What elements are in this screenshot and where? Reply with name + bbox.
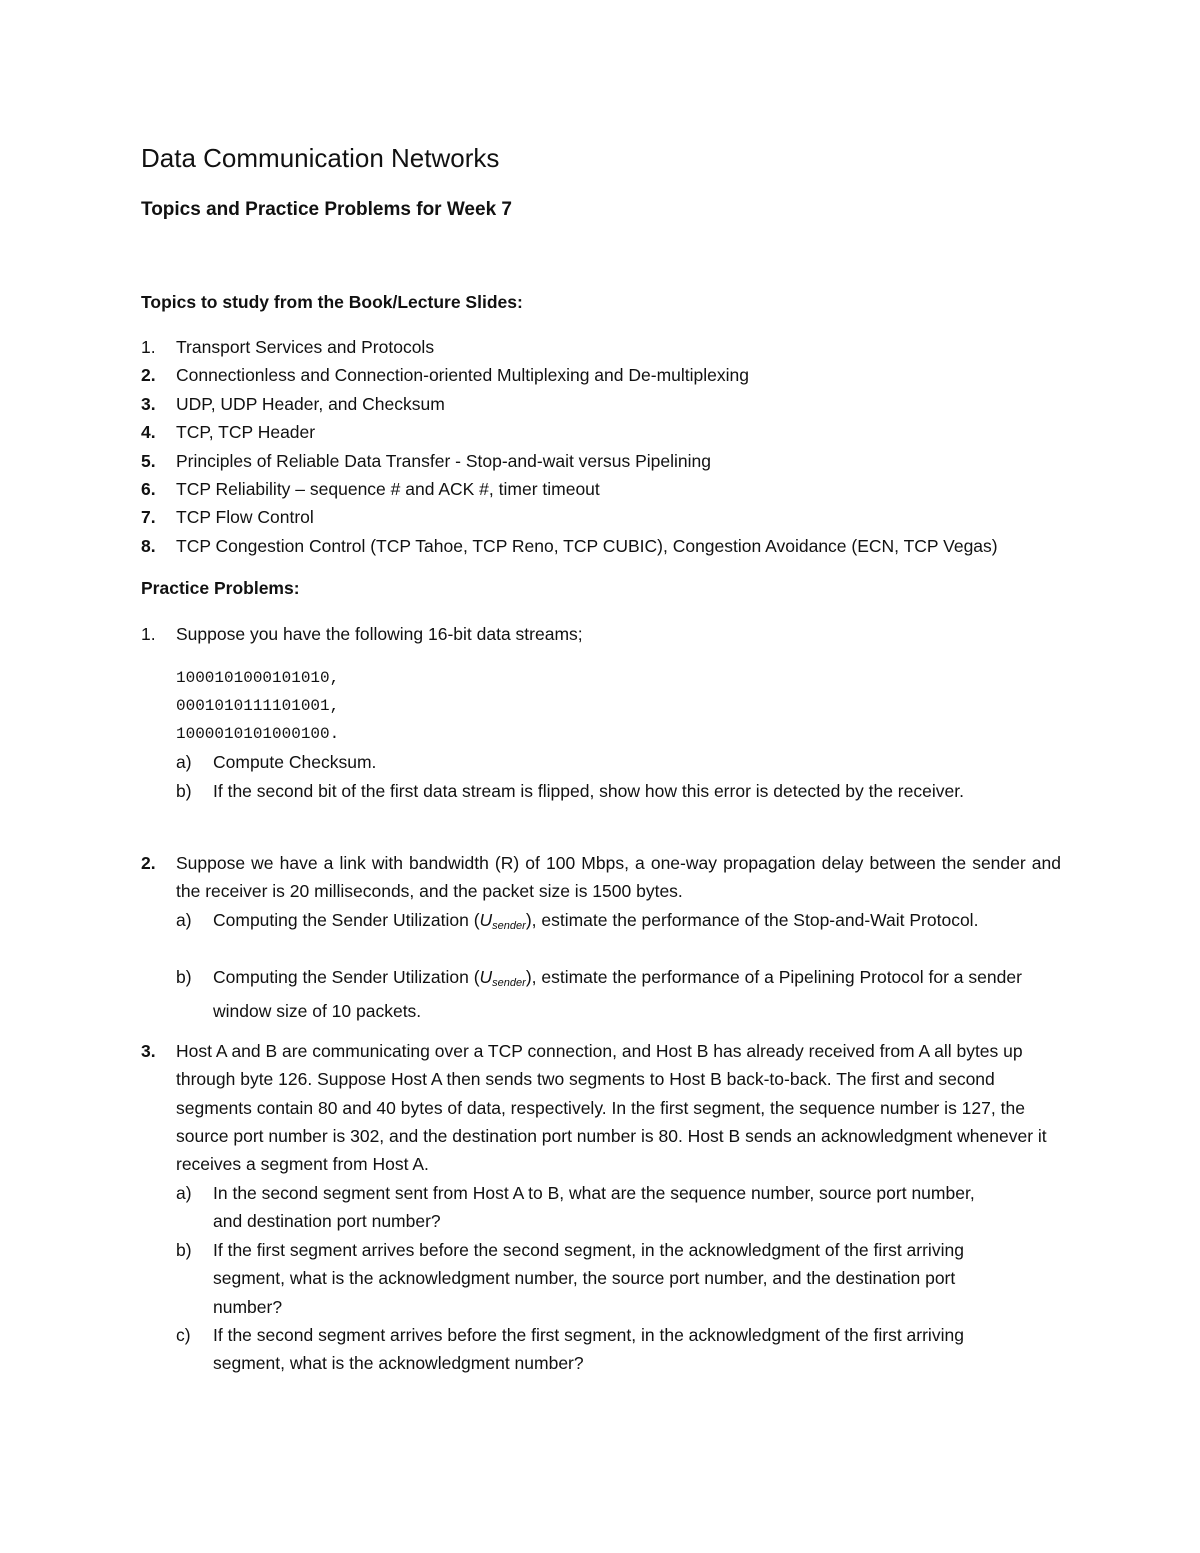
problem-number: 3.	[141, 1041, 156, 1061]
list-item-number: 6.	[141, 479, 156, 499]
list-item-text: Connectionless and Connection-oriented Multiplexing and De-multiplexing	[176, 365, 749, 385]
topics-heading: Topics to study from the Book/Lecture Slides:	[141, 292, 523, 312]
sub-question	[176, 1179, 1006, 1236]
sub-question-label: b)	[176, 1240, 192, 1260]
sub-question	[176, 1236, 1006, 1321]
list-item-text: Principles of Reliable Data Transfer - Stop-and-wait versus Pipelining	[176, 451, 711, 471]
sub-question-text: In the second segment sent from Host A to B, what are the sequence number, source port number, and destination port number?	[213, 1183, 975, 1232]
sub-question-text: Compute Checksum.	[213, 752, 377, 772]
problem-text: Host A and B are communicating over a TCP connection, and Host B has already received from A all bytes up through byte 126. Suppose Host A then sends two segments to Host B back-to-back. The first and second segments contain 80 and 40 bytes of data, respectively. In the first segment, the sequence number is 127, the source port number is 302, and the destination port number is 80. Host B sends an acknowledgment whenever it receives a segment from Host A.	[176, 1041, 1047, 1175]
sub-question-text-start: Computing the Sender Utilization (	[213, 910, 480, 930]
sub-question-text: If the second segment arrives before the first segment, in the acknowledgment of the first arriving segment, what is the acknowledgment number?	[213, 1325, 964, 1374]
list-item-number: 4.	[141, 422, 156, 442]
sub-question	[176, 1321, 1006, 1378]
sub-question-text: If the second bit of the first data stream is flipped, show how this error is detected by the receiver.	[213, 781, 964, 801]
sub-question-label: b)	[176, 781, 192, 801]
sub-question-label: a)	[176, 910, 192, 930]
list-item-number: 1.	[141, 337, 156, 357]
problem-text: Suppose we have a link with bandwidth (R) of 100 Mbps, a one-way propagation delay between the sender and the receiver is 20 milliseconds, and the packet size is 1500 bytes.	[176, 853, 1061, 902]
utilization-variable: $U_{sender}$	[479, 910, 526, 932]
data-stream: 1000101000101010,	[176, 669, 340, 687]
sub-question-label: c)	[176, 1325, 191, 1345]
sub-question	[176, 748, 1061, 776]
list-item-text: TCP Reliability – sequence # and ACK #, timer timeout	[176, 479, 600, 499]
list-item-text: UDP, UDP Header, and Checksum	[176, 394, 445, 414]
data-stream: 1000010101000100.	[176, 725, 340, 743]
sub-question	[176, 906, 1061, 940]
list-item-number: 3.	[141, 394, 156, 414]
utilization-variable: $U_{sender}$	[479, 967, 526, 989]
list-item-number: 2.	[141, 365, 156, 385]
sub-question	[176, 777, 1016, 805]
sub-question-label: a)	[176, 1183, 192, 1203]
sub-question-text-end: ), estimate the performance of a Pipelining Protocol for a sender window size of 10 packets.	[213, 967, 1022, 1022]
data-stream: 0001010111101001,	[176, 697, 340, 715]
list-item-number: 5.	[141, 451, 156, 471]
sub-question-text-start: Computing the Sender Utilization (	[213, 967, 480, 987]
sub-question-label: a)	[176, 752, 192, 772]
page-subtitle: Topics and Practice Problems for Week 7	[141, 199, 512, 220]
page-title: Data Communication Networks	[141, 143, 500, 173]
list-item-number: 8.	[141, 536, 156, 556]
problem-text: Suppose you have the following 16-bit data streams;	[176, 624, 583, 644]
list-item-number: 7.	[141, 507, 156, 527]
sub-question-text: If the first segment arrives before the second segment, in the acknowledgment of the first arriving segment, what is the acknowledgment number, the source port number, and the destination port number?	[213, 1240, 964, 1317]
list-item-text: TCP Congestion Control (TCP Tahoe, TCP Reno, TCP CUBIC), Congestion Avoidance (ECN, TCP Vegas)	[176, 536, 998, 556]
list-item-text: Transport Services and Protocols	[176, 337, 435, 357]
list-item-text: TCP, TCP Header	[176, 422, 316, 442]
problem-number: 1.	[141, 624, 156, 644]
sub-question	[176, 963, 1061, 1026]
sub-question-label: b)	[176, 967, 192, 987]
list-item-text: TCP Flow Control	[176, 507, 314, 527]
problems-heading: Practice Problems:	[141, 578, 300, 598]
problem-number: 2.	[141, 853, 156, 873]
sub-question-text-end: ), estimate the performance of the Stop-and-Wait Protocol.	[525, 910, 979, 930]
